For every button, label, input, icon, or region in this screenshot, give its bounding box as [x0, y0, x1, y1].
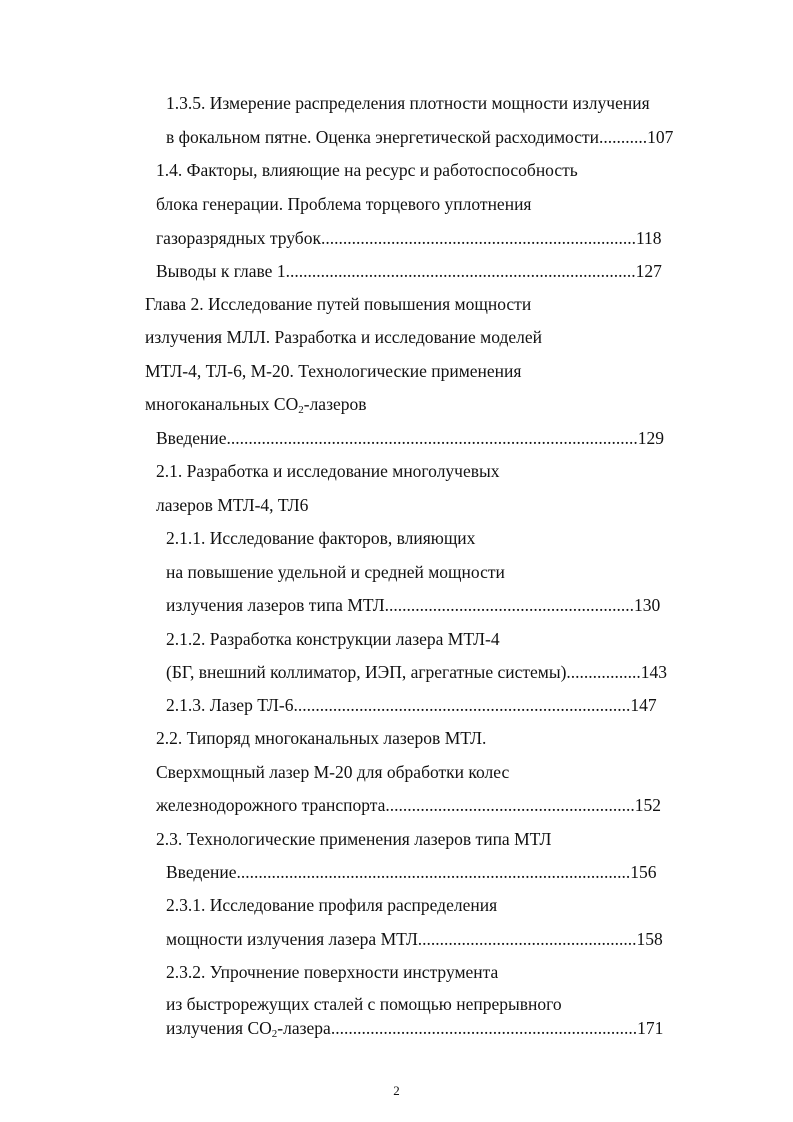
- toc-line-1-4-cont2: [156, 227, 662, 249]
- toc-line-2-1-1-cont: [166, 561, 505, 583]
- toc-text: блока генерации. Проблема торцевого уплотнения: [156, 194, 532, 214]
- toc-line-chapter-2: [145, 293, 531, 315]
- toc-text: 2.1.3. Лазер ТЛ-6.............................................................................147: [166, 695, 657, 715]
- toc-text: -лазера......................................................................171: [277, 1018, 664, 1038]
- toc-line-2-3-2-cont: [166, 993, 562, 1015]
- page-number: 2: [393, 1083, 400, 1098]
- toc-text: из быстрорежущих сталей с помощью непрерывного: [166, 994, 562, 1014]
- toc-line-1-3-5-cont: [166, 126, 673, 148]
- toc-text: 1.3.5. Измерение распределения плотности мощности излучения: [166, 93, 650, 113]
- toc-text: (БГ, внешний коллиматор, ИЭП, агрегатные системы).................143: [166, 662, 668, 682]
- toc-text: 1.4. Факторы, влияющие на ресурс и работоспособность: [156, 160, 578, 180]
- toc-line-chapter-2-cont2: [145, 360, 521, 382]
- toc-line-2-3-2: [166, 961, 498, 983]
- toc-line-2-3-1: [166, 894, 497, 916]
- toc-line-2-3-intro: [166, 861, 657, 883]
- toc-text: Введение..............................................................................................129: [156, 428, 665, 448]
- toc-text: излучения МЛЛ. Разработка и исследование моделей: [145, 327, 543, 347]
- toc-line-chapter-2-cont3: [145, 393, 367, 421]
- toc-line-2-2: [156, 727, 486, 749]
- toc-text: железнодорожного транспорта.........................................................152: [156, 795, 662, 815]
- toc-text: многоканальных CO: [145, 394, 299, 414]
- toc-line-2-2-cont2: [156, 794, 661, 816]
- toc-text: 2.1. Разработка и исследование многолучевых: [156, 461, 500, 481]
- toc-text: 2.1.2. Разработка конструкции лазера МТЛ-4: [166, 629, 500, 649]
- toc-line-2-3: [156, 828, 551, 850]
- toc-line-conclusions-1: [156, 260, 662, 282]
- toc-text: мощности излучения лазера МТЛ..................................................158: [166, 929, 663, 949]
- toc-text: Сверхмощный лазер М-20 для обработки колес: [156, 762, 510, 782]
- toc-line-2-1-1: [166, 527, 475, 549]
- toc-line-2-1-3: [166, 694, 657, 716]
- toc-text: излучения лазеров типа МТЛ.........................................................130: [166, 595, 661, 615]
- toc-line-2-3-1-cont: [166, 928, 663, 950]
- toc-text: излучения CO: [166, 1018, 272, 1038]
- toc-text: в фокальном пятне. Оценка энергетической расходимости...........107: [166, 127, 674, 147]
- toc-line-chapter-2-cont: [145, 326, 542, 348]
- toc-line-2-1: [156, 460, 500, 482]
- toc-line-2-1-2: [166, 628, 500, 650]
- toc-line-2-2-cont: [156, 761, 509, 783]
- toc-text: 2.2. Типоряд многоканальных лазеров МТЛ.: [156, 728, 487, 748]
- toc-line-1-3-5: [166, 92, 650, 114]
- toc-text: на повышение удельной и средней мощности: [166, 562, 505, 582]
- toc-line-2-1-cont: [156, 494, 308, 516]
- toc-text: МТЛ-4, ТЛ-6, М-20. Технологические применения: [145, 361, 522, 381]
- toc-text: 2.3.2. Упрочнение поверхности инструмента: [166, 962, 499, 982]
- toc-line-intro-2: [156, 427, 664, 449]
- toc-line-2-3-2-cont2: [166, 1017, 663, 1045]
- toc-text: -лазеров: [303, 394, 367, 414]
- toc-text: Введение..........................................................................................156: [166, 862, 657, 882]
- toc-text: 2.3. Технологические применения лазеров типа МТЛ: [156, 829, 552, 849]
- toc-text: 2.1.1. Исследование факторов, влияющих: [166, 528, 476, 548]
- toc-text: Глава 2. Исследование путей повышения мощности: [145, 294, 532, 314]
- toc-subscript: 2: [271, 1028, 278, 1040]
- toc-text: газоразрядных трубок........................................................................118: [156, 228, 662, 248]
- toc-text: 2.3.1. Исследование профиля распределения: [166, 895, 498, 915]
- toc-text: лазеров МТЛ-4, ТЛ6: [156, 495, 309, 515]
- toc-line-2-1-2-cont: [166, 661, 667, 683]
- toc-line-1-4-cont: [156, 193, 531, 215]
- toc-subscript: 2: [298, 404, 304, 416]
- toc-text: Выводы к главе 1................................................................................127: [156, 261, 662, 281]
- toc-line-2-1-1-cont2: [166, 594, 660, 616]
- toc-line-1-4: [156, 159, 578, 181]
